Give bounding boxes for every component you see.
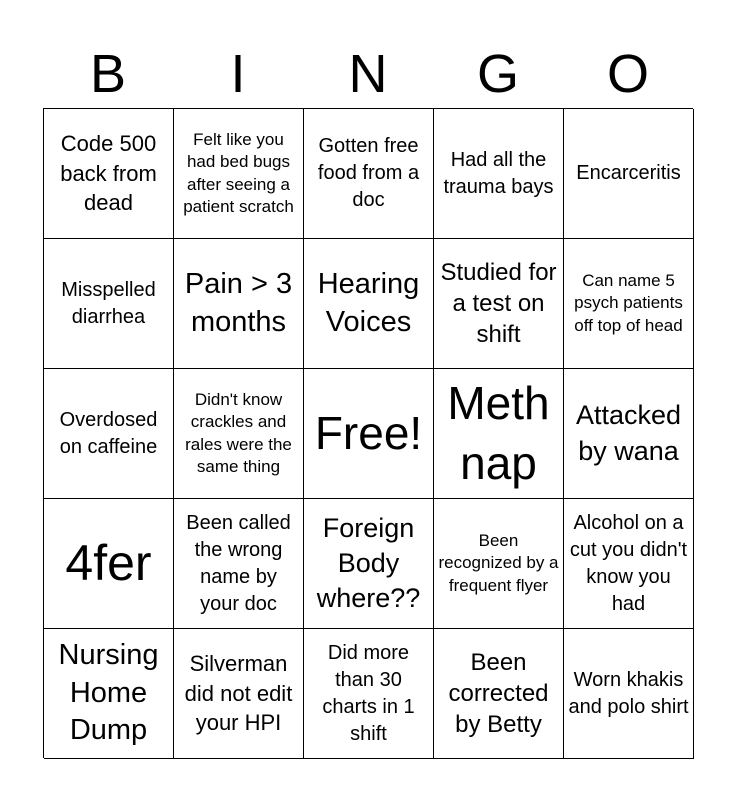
bingo-cell-r5c3[interactable]: Did more than 30 charts in 1 shift bbox=[304, 629, 434, 759]
bingo-cell-r3c2[interactable]: Didn't know crackles and rales were the same thing bbox=[174, 369, 304, 499]
bingo-cell-r2c5[interactable]: Can name 5 psych patients off top of head bbox=[564, 239, 694, 369]
header-letter-i: I bbox=[230, 44, 246, 104]
header-letter-g: G bbox=[476, 44, 519, 104]
bingo-cell-r4c3[interactable]: Foreign Body where?? bbox=[304, 499, 434, 629]
bingo-cell-r4c1[interactable]: 4fer bbox=[44, 499, 174, 629]
bingo-cell-r1c1[interactable]: Code 500 back from dead bbox=[44, 109, 174, 239]
bingo-header bbox=[43, 40, 693, 108]
header-letter-n: N bbox=[348, 44, 388, 104]
bingo-cell-r3c1[interactable]: Overdosed on caffeine bbox=[44, 369, 174, 499]
bingo-cell-free-space[interactable]: Free! bbox=[304, 369, 434, 499]
bingo-cell-r1c4[interactable]: Had all the trauma bays bbox=[434, 109, 564, 239]
bingo-cell-r4c2[interactable]: Been called the wrong name by your doc bbox=[174, 499, 304, 629]
bingo-cell-r2c2[interactable]: Pain > 3 months bbox=[174, 239, 304, 369]
bingo-cell-r5c2[interactable]: Silverman did not edit your HPI bbox=[174, 629, 304, 759]
bingo-cell-r5c5[interactable]: Worn khakis and polo shirt bbox=[564, 629, 694, 759]
bingo-cell-r2c3[interactable]: Hearing Voices bbox=[304, 239, 434, 369]
bingo-cell-r5c1[interactable]: Nursing Home Dump bbox=[44, 629, 174, 759]
bingo-board bbox=[43, 108, 693, 758]
bingo-cell-r5c4[interactable]: Been corrected by Betty bbox=[434, 629, 564, 759]
bingo-cell-r3c4[interactable]: Meth nap bbox=[434, 369, 564, 499]
header-letter-o: O bbox=[606, 44, 649, 104]
bingo-cell-r4c5[interactable]: Alcohol on a cut you didn't know you had bbox=[564, 499, 694, 629]
bingo-cell-r1c2[interactable]: Felt like you had bed bugs after seeing a patient scratch bbox=[174, 109, 304, 239]
bingo-cell-r2c4[interactable]: Studied for a test on shift bbox=[434, 239, 564, 369]
bingo-cell-r4c4[interactable]: Been recognized by a frequent flyer bbox=[434, 499, 564, 629]
bingo-cell-r1c3[interactable]: Gotten free food from a doc bbox=[304, 109, 434, 239]
bingo-cell-r1c5[interactable]: Encarceritis bbox=[564, 109, 694, 239]
header-letter-b: B bbox=[89, 44, 127, 104]
bingo-cell-r3c5[interactable]: Attacked by wana bbox=[564, 369, 694, 499]
bingo-cell-r2c1[interactable]: Misspelled diarrhea bbox=[44, 239, 174, 369]
